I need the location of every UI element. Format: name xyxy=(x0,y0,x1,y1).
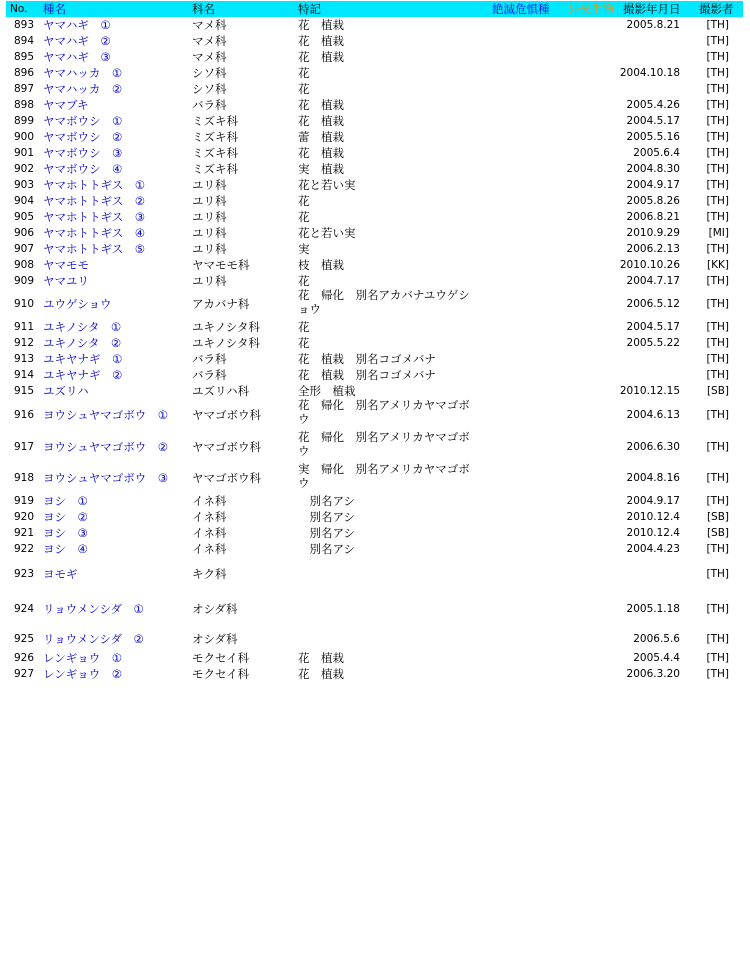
photographer: [TH] xyxy=(706,179,729,191)
species-name: ヤマハギ ③ xyxy=(43,50,111,64)
photo-date: 2004.9.17 xyxy=(626,495,680,507)
photographer: [TH] xyxy=(706,441,729,453)
row-number: 915 xyxy=(13,385,34,397)
header-species: 種名 xyxy=(43,2,66,16)
photographer: [TH] xyxy=(706,409,729,421)
photo-date: 2006.5.12 xyxy=(626,298,680,310)
notes: 花 xyxy=(298,66,310,80)
family-name: ユリ科 xyxy=(192,242,227,256)
notes: 花 植栽 xyxy=(298,114,344,128)
header-notes: 特記 xyxy=(298,2,321,16)
family-name: モクセイ科 xyxy=(192,667,250,681)
table-row xyxy=(0,257,750,273)
photo-date: 2010.12.15 xyxy=(619,385,680,397)
family-name: アカバナ科 xyxy=(192,297,250,311)
row-number: 900 xyxy=(13,131,34,143)
table-row xyxy=(0,335,750,351)
photographer: [TH] xyxy=(706,495,729,507)
species-name: ヤマボウシ ④ xyxy=(43,162,123,176)
photographer: [TH] xyxy=(706,83,729,95)
species-name: ヤマボウシ ① xyxy=(43,114,123,128)
row-number: 909 xyxy=(13,275,34,287)
row-number: 923 xyxy=(13,568,34,580)
notes: 全形 植栽 xyxy=(298,384,356,398)
notes: 花 xyxy=(298,194,310,208)
row-number: 910 xyxy=(13,298,34,310)
notes: 別名アシ xyxy=(298,510,356,524)
species-name: ヤマホトトギス ① xyxy=(43,178,146,192)
table-row xyxy=(0,113,750,129)
row-number: 896 xyxy=(13,67,34,79)
row-number: 919 xyxy=(13,495,34,507)
header-alien: 外来生物 xyxy=(568,2,614,16)
family-name: マメ科 xyxy=(192,50,227,64)
species-name: リョウメンシダ ① xyxy=(43,602,144,616)
photo-date: 2004.5.17 xyxy=(626,321,680,333)
header-no: No. xyxy=(10,3,28,15)
species-name: ユズリハ xyxy=(43,384,89,398)
table-row xyxy=(0,17,750,33)
photographer: [SB] xyxy=(706,511,729,523)
photographer: [TH] xyxy=(706,147,729,159)
row-number: 917 xyxy=(13,441,34,453)
photographer: [TH] xyxy=(706,633,729,645)
table-row xyxy=(0,666,750,682)
row-number: 926 xyxy=(13,652,34,664)
family-name: オシダ科 xyxy=(192,632,238,646)
photo-date: 2004.7.17 xyxy=(626,275,680,287)
row-number: 908 xyxy=(13,259,34,271)
row-number: 911 xyxy=(13,321,34,333)
species-name: ユキノシタ ① xyxy=(43,320,122,334)
photo-date: 2004.5.17 xyxy=(626,115,680,127)
notes: 花 植栽 xyxy=(298,146,344,160)
species-name: ヤマハッカ ② xyxy=(43,82,123,96)
family-name: オシダ科 xyxy=(192,602,238,616)
notes: 花 xyxy=(298,82,310,96)
photographer: [TH] xyxy=(706,472,729,484)
family-name: マメ科 xyxy=(192,34,227,48)
table-row xyxy=(0,541,750,557)
photographer: [TH] xyxy=(706,298,729,310)
species-name: レンギョウ ② xyxy=(43,667,123,681)
header-family: 科名 xyxy=(192,2,215,16)
species-name: ヤマホトトギス ② xyxy=(43,194,146,208)
photo-date: 2005.6.4 xyxy=(633,147,680,159)
family-name: イネ科 xyxy=(192,510,227,524)
row-number: 895 xyxy=(13,51,34,63)
species-name: ヤマユリ xyxy=(43,274,89,288)
table-row xyxy=(0,225,750,241)
species-name: ヨウシュヤマゴボウ ② xyxy=(43,440,169,454)
photo-date: 2004.10.18 xyxy=(619,67,680,79)
row-number: 918 xyxy=(13,472,34,484)
row-number: 927 xyxy=(13,668,34,680)
row-number: 905 xyxy=(13,211,34,223)
photo-date: 2005.8.26 xyxy=(626,195,680,207)
table-row xyxy=(0,33,750,49)
photographer: [TH] xyxy=(706,652,729,664)
species-name: ユキノシタ ② xyxy=(43,336,122,350)
species-name: ヤマハッカ ① xyxy=(43,66,123,80)
family-name: ヤマゴボウ科 xyxy=(192,471,261,485)
family-name: ミズキ科 xyxy=(192,146,238,160)
row-number: 893 xyxy=(13,19,34,31)
row-number: 924 xyxy=(13,603,34,615)
notes: 花 帰化 別名アメリカヤマゴボウ xyxy=(298,430,470,458)
photo-date: 2005.5.22 xyxy=(626,337,680,349)
photographer: [TH] xyxy=(706,211,729,223)
family-name: ミズキ科 xyxy=(192,130,238,144)
table-row xyxy=(0,563,750,585)
photographer: [TH] xyxy=(706,243,729,255)
species-name: ヤマハギ ② xyxy=(43,34,111,48)
notes: 花と若い実 xyxy=(298,178,356,192)
table-header xyxy=(6,1,743,17)
species-name: ユキヤナギ ① xyxy=(43,352,123,366)
notes: 蕾 植栽 xyxy=(298,130,344,144)
table-row xyxy=(0,367,750,383)
species-name: ヤマモモ xyxy=(43,258,89,272)
family-name: ユキノシタ科 xyxy=(192,320,260,334)
photographer: [KK] xyxy=(707,259,729,271)
family-name: キク科 xyxy=(192,567,227,581)
table-row xyxy=(0,145,750,161)
table-row xyxy=(0,177,750,193)
notes: 花 xyxy=(298,320,310,334)
family-name: ユリ科 xyxy=(192,210,227,224)
row-number: 903 xyxy=(13,179,34,191)
photo-date: 2006.5.6 xyxy=(633,633,680,645)
notes: 別名アシ xyxy=(298,526,356,540)
species-name: ヤマハギ ① xyxy=(43,18,111,32)
family-name: マメ科 xyxy=(192,18,227,32)
photo-date: 2005.4.26 xyxy=(626,99,680,111)
notes: 花 植栽 xyxy=(298,98,344,112)
family-name: ミズキ科 xyxy=(192,162,238,176)
species-name: ヤマボウシ ③ xyxy=(43,146,123,160)
table-row xyxy=(0,241,750,257)
notes: 花 植栽 xyxy=(298,50,344,64)
row-number: 925 xyxy=(13,633,34,645)
table-row xyxy=(0,289,750,319)
table-row xyxy=(0,193,750,209)
family-name: イネ科 xyxy=(192,526,227,540)
table-row xyxy=(0,596,750,622)
table-row xyxy=(0,65,750,81)
species-name: リョウメンシダ ② xyxy=(43,632,144,646)
photographer: [TH] xyxy=(706,67,729,79)
row-number: 912 xyxy=(13,337,34,349)
photographer: [TH] xyxy=(706,321,729,333)
photographer: [MI] xyxy=(708,227,729,239)
notes: 花 xyxy=(298,274,310,288)
species-name: ユウゲショウ xyxy=(43,297,112,311)
notes: 花 植栽 xyxy=(298,667,344,681)
table-row xyxy=(0,399,750,431)
notes: 花 帰化 別名アメリカヤマゴボウ xyxy=(298,398,470,426)
table-row xyxy=(0,463,750,493)
photo-date: 2010.12.4 xyxy=(626,511,680,523)
photo-date: 2005.5.16 xyxy=(626,131,680,143)
table-row xyxy=(0,493,750,509)
row-number: 901 xyxy=(13,147,34,159)
family-name: イネ科 xyxy=(192,494,227,508)
species-name: レンギョウ ① xyxy=(43,651,123,665)
header-date: 撮影年月日 xyxy=(623,2,681,16)
photo-date: 2010.12.4 xyxy=(626,527,680,539)
notes: 花 xyxy=(298,336,310,350)
notes: 花 植栽 xyxy=(298,34,344,48)
table-row xyxy=(0,129,750,145)
table-row xyxy=(0,525,750,541)
photographer: [TH] xyxy=(706,99,729,111)
family-name: バラ科 xyxy=(192,98,227,112)
photo-date: 2006.3.20 xyxy=(626,668,680,680)
photo-date: 2006.8.21 xyxy=(626,211,680,223)
species-name: ヨシ ③ xyxy=(43,526,88,540)
family-name: シソ科 xyxy=(192,66,227,80)
family-name: シソ科 xyxy=(192,82,227,96)
notes: 別名アシ xyxy=(298,542,356,556)
row-number: 898 xyxy=(13,99,34,111)
family-name: ユリ科 xyxy=(192,194,227,208)
table-row xyxy=(0,209,750,225)
family-name: バラ科 xyxy=(192,368,227,382)
notes: 花 植栽 xyxy=(298,651,344,665)
species-name: ヤマボウシ ② xyxy=(43,130,123,144)
table-row xyxy=(0,97,750,113)
header-endangered: 絶滅危惧種 xyxy=(492,2,550,16)
photographer: [TH] xyxy=(706,275,729,287)
species-name: ヤマホトトギス ⑤ xyxy=(43,242,146,256)
species-name: ヤマブキ xyxy=(43,98,89,112)
photo-date: 2005.1.18 xyxy=(626,603,680,615)
notes: 花 植栽 xyxy=(298,18,344,32)
species-name: ヨウシュヤマゴボウ ③ xyxy=(43,471,169,485)
family-name: ミズキ科 xyxy=(192,114,238,128)
table-row xyxy=(0,49,750,65)
family-name: ユリ科 xyxy=(192,178,227,192)
row-number: 916 xyxy=(13,409,34,421)
notes: 花 植栽 別名コゴメバナ xyxy=(298,352,436,366)
photographer: [TH] xyxy=(706,163,729,175)
table-row xyxy=(0,319,750,335)
table-row xyxy=(0,273,750,289)
notes: 実 xyxy=(298,242,310,256)
row-number: 907 xyxy=(13,243,34,255)
family-name: ヤマゴボウ科 xyxy=(192,408,261,422)
row-number: 913 xyxy=(13,353,34,365)
row-number: 894 xyxy=(13,35,34,47)
photo-date: 2004.9.17 xyxy=(626,179,680,191)
photo-date: 2010.10.26 xyxy=(619,259,680,271)
family-name: ユキノシタ科 xyxy=(192,336,260,350)
row-number: 897 xyxy=(13,83,34,95)
photographer: [TH] xyxy=(706,543,729,555)
species-name: ヤマホトトギス ③ xyxy=(43,210,146,224)
row-number: 904 xyxy=(13,195,34,207)
photo-date: 2004.8.16 xyxy=(626,472,680,484)
photographer: [TH] xyxy=(706,337,729,349)
family-name: ヤマゴボウ科 xyxy=(192,440,261,454)
table-row xyxy=(0,650,750,666)
notes: 花 帰化 別名アカバナユウゲショウ xyxy=(298,288,470,316)
family-name: ユズリハ科 xyxy=(192,384,250,398)
photographer: [TH] xyxy=(706,35,729,47)
row-number: 902 xyxy=(13,163,34,175)
notes: 花 植栽 別名コゴメバナ xyxy=(298,368,436,382)
photo-date: 2006.6.30 xyxy=(626,441,680,453)
row-number: 921 xyxy=(13,527,34,539)
notes: 実 植栽 xyxy=(298,162,344,176)
family-name: モクセイ科 xyxy=(192,651,250,665)
notes: 枝 植栽 xyxy=(298,258,344,272)
photographer: [TH] xyxy=(706,131,729,143)
photographer: [TH] xyxy=(706,668,729,680)
table-row xyxy=(0,383,750,399)
photo-date: 2004.8.30 xyxy=(626,163,680,175)
family-name: ユリ科 xyxy=(192,226,227,240)
photo-date: 2005.4.4 xyxy=(633,652,680,664)
family-name: イネ科 xyxy=(192,542,227,556)
species-name: ヨシ ④ xyxy=(43,542,88,556)
table-row xyxy=(0,161,750,177)
family-name: バラ科 xyxy=(192,352,227,366)
species-name: ヨウシュヤマゴボウ ① xyxy=(43,408,169,422)
photographer: [TH] xyxy=(706,568,729,580)
table-row xyxy=(0,431,750,463)
photographer: [TH] xyxy=(706,195,729,207)
row-number: 914 xyxy=(13,369,34,381)
notes: 花 xyxy=(298,210,310,224)
table-row xyxy=(0,351,750,367)
species-name: ヨシ ① xyxy=(43,494,88,508)
photographer: [SB] xyxy=(706,527,729,539)
photo-date: 2004.4.23 xyxy=(626,543,680,555)
row-number: 920 xyxy=(13,511,34,523)
photographer: [TH] xyxy=(706,51,729,63)
notes: 花と若い実 xyxy=(298,226,356,240)
notes: 別名アシ xyxy=(298,494,356,508)
photo-date: 2004.6.13 xyxy=(626,409,680,421)
family-name: ユリ科 xyxy=(192,274,227,288)
row-number: 922 xyxy=(13,543,34,555)
row-number: 906 xyxy=(13,227,34,239)
photo-date: 2005.8.21 xyxy=(626,19,680,31)
photographer: [TH] xyxy=(706,115,729,127)
photographer: [TH] xyxy=(706,369,729,381)
photographer: [TH] xyxy=(706,353,729,365)
notes: 実 帰化 別名アメリカヤマゴボウ xyxy=(298,462,470,490)
species-name: ユキヤナギ ② xyxy=(43,368,123,382)
photographer: [SB] xyxy=(706,385,729,397)
table-row xyxy=(0,81,750,97)
family-name: ヤマモモ科 xyxy=(192,258,250,272)
table-row xyxy=(0,626,750,652)
header-photographer: 撮影者 xyxy=(699,2,734,16)
photographer: [TH] xyxy=(706,19,729,31)
species-name: ヨモギ xyxy=(43,567,78,581)
photo-date: 2010.9.29 xyxy=(626,227,680,239)
table-row xyxy=(0,509,750,525)
row-number: 899 xyxy=(13,115,34,127)
photo-date: 2006.2.13 xyxy=(626,243,680,255)
species-name: ヤマホトトギス ④ xyxy=(43,226,146,240)
photographer: [TH] xyxy=(706,603,729,615)
species-name: ヨシ ② xyxy=(43,510,88,524)
